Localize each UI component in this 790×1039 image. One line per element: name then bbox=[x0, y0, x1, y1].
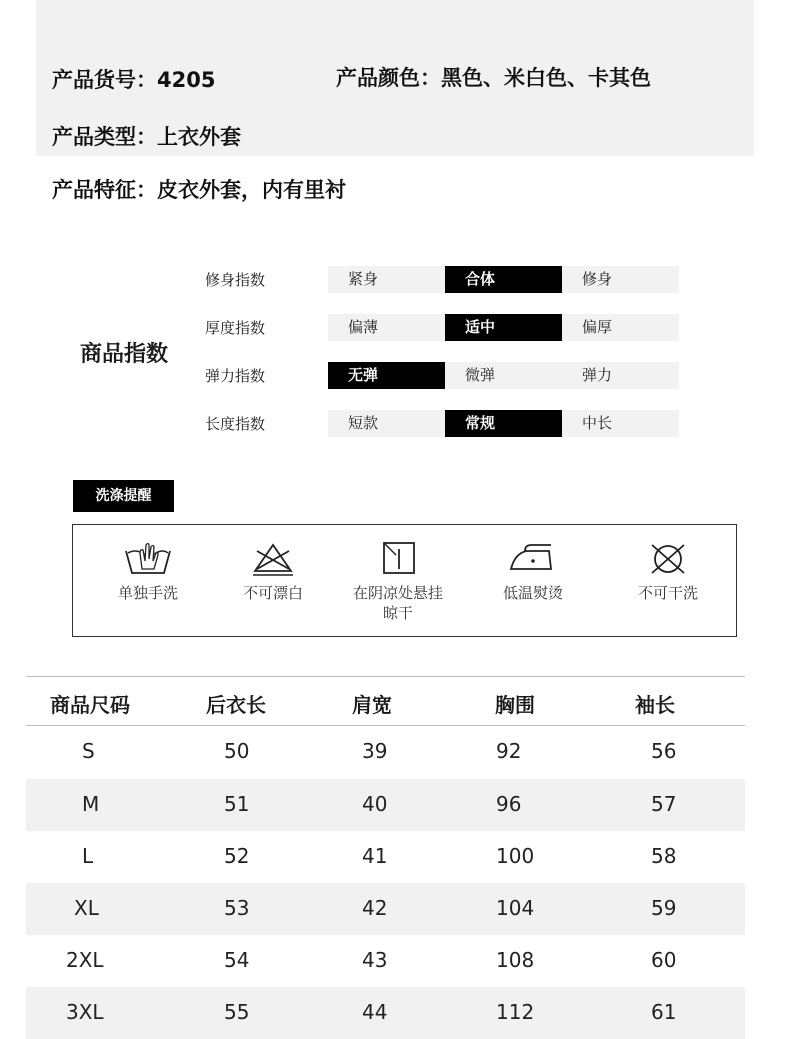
table-cell: 60 bbox=[651, 948, 677, 972]
indices-title: 商品指数 bbox=[80, 342, 169, 367]
table-row bbox=[26, 831, 745, 883]
table-cell: 56 bbox=[651, 739, 677, 763]
index-label: 厚度指数 bbox=[205, 319, 266, 337]
no-dry-clean-icon bbox=[642, 539, 694, 577]
header-back-length: 后衣长 bbox=[206, 693, 266, 717]
product-type: 产品类型：上衣外套 bbox=[52, 125, 241, 149]
table-row bbox=[26, 779, 745, 831]
index-option: 偏薄 bbox=[328, 314, 445, 341]
index-option-selected: 无弹 bbox=[328, 362, 445, 389]
product-feature: 产品特征：皮衣外套，内有里衬 bbox=[52, 178, 346, 202]
table-cell: 96 bbox=[496, 792, 522, 816]
index-option: 紧身 bbox=[328, 266, 445, 293]
wash-label: 在阴凉处悬挂 晾干 bbox=[352, 584, 443, 622]
low-iron-icon bbox=[505, 539, 561, 577]
wash-item-shade-dry bbox=[333, 539, 463, 623]
index-option: 偏厚 bbox=[562, 314, 679, 341]
wash-label: 不可干洗 bbox=[637, 584, 698, 602]
table-cell: 40 bbox=[362, 792, 388, 816]
table-cell: 55 bbox=[224, 1000, 250, 1024]
table-cell: 2XL bbox=[66, 948, 104, 972]
index-option: 短款 bbox=[328, 410, 445, 437]
header-chest: 胸围 bbox=[495, 693, 535, 717]
table-cell: 53 bbox=[224, 896, 250, 920]
table-row bbox=[26, 883, 745, 935]
washing-box bbox=[72, 524, 737, 637]
table-cell: 100 bbox=[496, 844, 535, 868]
table-cell: 104 bbox=[496, 896, 535, 920]
header-size: 商品尺码 bbox=[50, 693, 130, 717]
table-cell: L bbox=[82, 844, 94, 868]
table-cell: 61 bbox=[651, 1000, 677, 1024]
table-cell: 108 bbox=[496, 948, 535, 972]
wash-item-no-bleach bbox=[208, 539, 338, 603]
table-cell: 3XL bbox=[66, 1000, 104, 1024]
table-cell: 57 bbox=[651, 792, 677, 816]
wash-label: 单独手洗 bbox=[117, 584, 178, 602]
size-table-header bbox=[26, 676, 745, 726]
shade-dry-icon bbox=[372, 539, 424, 577]
table-row bbox=[26, 987, 745, 1039]
washing-title: 洗涤提醒 bbox=[73, 480, 174, 512]
table-row bbox=[26, 726, 745, 778]
table-cell: 41 bbox=[362, 844, 388, 868]
index-option: 弹力 bbox=[562, 362, 679, 389]
header-shoulder: 肩宽 bbox=[352, 693, 392, 717]
wash-item-low-iron bbox=[468, 539, 598, 603]
wash-label: 不可漂白 bbox=[242, 584, 303, 602]
index-option-selected: 适中 bbox=[445, 314, 562, 341]
no-bleach-icon bbox=[247, 539, 299, 577]
index-option: 微弹 bbox=[445, 362, 562, 389]
index-label: 修身指数 bbox=[205, 271, 266, 289]
index-label: 长度指数 bbox=[205, 415, 266, 433]
header-sleeve: 袖长 bbox=[635, 693, 675, 717]
table-cell: 43 bbox=[362, 948, 388, 972]
wash-label: 低温熨烫 bbox=[502, 584, 563, 602]
table-cell: 112 bbox=[496, 1000, 535, 1024]
index-option-selected: 常规 bbox=[445, 410, 562, 437]
product-colors: 产品颜色：黑色、米白色、卡其色 bbox=[336, 66, 651, 90]
table-cell: 92 bbox=[496, 739, 522, 763]
table-cell: XL bbox=[74, 896, 99, 920]
table-cell: 58 bbox=[651, 844, 677, 868]
index-option: 中长 bbox=[562, 410, 679, 437]
index-label: 弹力指数 bbox=[205, 367, 266, 385]
product-sku: 产品货号：4205 bbox=[52, 68, 216, 92]
index-option: 修身 bbox=[562, 266, 679, 293]
table-cell: 52 bbox=[224, 844, 250, 868]
table-row bbox=[26, 935, 745, 987]
table-cell: 59 bbox=[651, 896, 677, 920]
table-cell: 54 bbox=[224, 948, 250, 972]
table-cell: 50 bbox=[224, 739, 250, 763]
table-cell: M bbox=[82, 792, 100, 816]
wash-item-no-dry-clean bbox=[603, 539, 733, 603]
index-option-selected: 合体 bbox=[445, 266, 562, 293]
table-cell: 39 bbox=[362, 739, 388, 763]
table-cell: 44 bbox=[362, 1000, 388, 1024]
table-cell: S bbox=[82, 739, 95, 763]
table-cell: 51 bbox=[224, 792, 250, 816]
wash-item-hand-wash bbox=[83, 539, 213, 603]
hand-wash-icon bbox=[122, 539, 174, 577]
table-cell: 42 bbox=[362, 896, 388, 920]
